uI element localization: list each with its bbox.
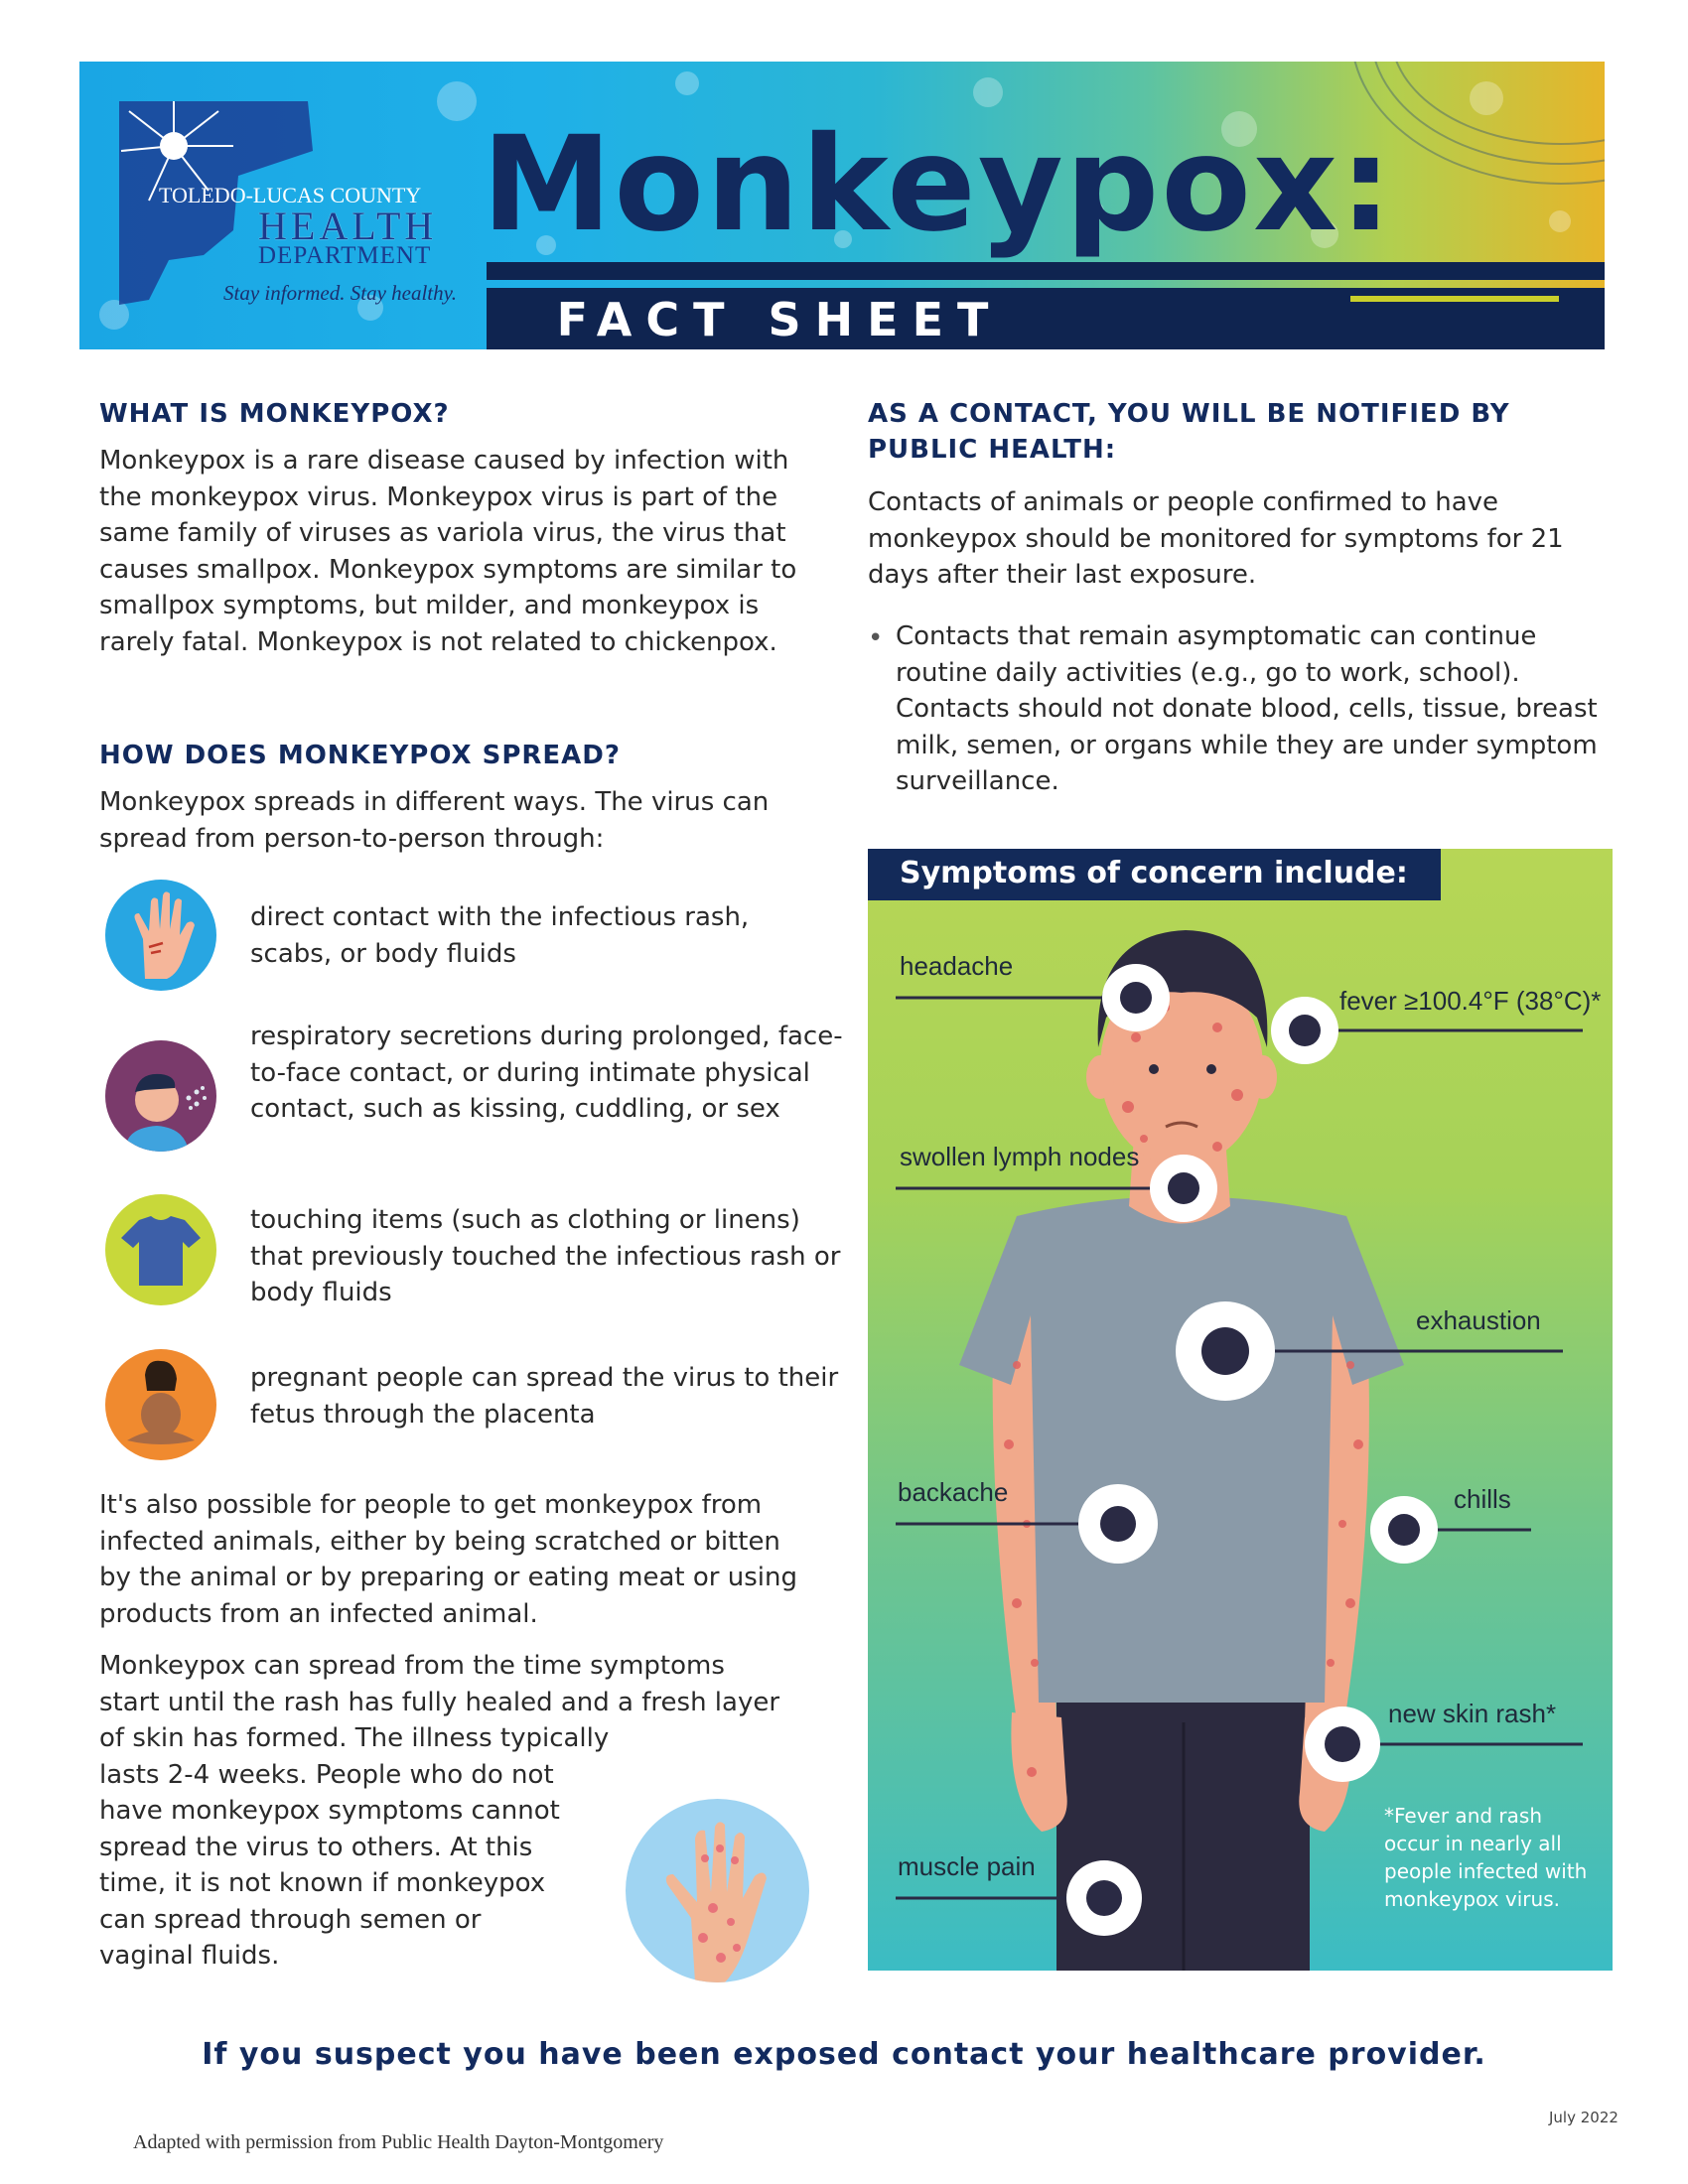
spread-item-1-text: direct contact with the infectious rash, scabs, or body fluids xyxy=(250,902,750,969)
what-is-heading: WHAT IS MONKEYPOX? xyxy=(99,399,450,429)
duration-line: have monkeypox symptoms cannot xyxy=(99,1796,560,1826)
contact-bullet-text: Contacts that remain asymptomatic can continue routine daily activities (e.g., go to work, school). Contacts should not donate blood, cells, tissue, breast milk, semen, or organs while they are under symptom surveillance. xyxy=(896,621,1598,796)
symptoms-title: Symptoms of concern include: xyxy=(900,856,1408,890)
person-coughing-icon xyxy=(105,1040,216,1152)
symptom-label-lymph-nodes: swollen lymph nodes xyxy=(900,1142,1140,1171)
contact-heading-line-2: PUBLIC HEALTH: xyxy=(868,435,1117,465)
publication-date: July 2022 xyxy=(1549,2109,1618,2126)
spread-item-3-text: touching items (such as clothing or linens) that previously touched the infectious rash or body fluids xyxy=(250,1205,841,1307)
symptom-label-backache: backache xyxy=(898,1477,1009,1507)
contact-heading-line-1: AS A CONTACT, YOU WILL BE NOTIFIED BY xyxy=(868,399,1510,429)
rash-hand-illustration-icon xyxy=(626,1799,809,1982)
duration-line: time, it is not known if monkeypox xyxy=(99,1868,546,1898)
attribution-credit: Adapted with permission from Public Health Dayton-Montgomery xyxy=(133,2131,664,2153)
duration-line: start until the rash has fully healed and a fresh layer xyxy=(99,1687,780,1717)
hand-rash-icon xyxy=(105,880,216,991)
spread-intro-paragraph: Monkeypox spreads in different ways. The virus can spread from person-to-person through: xyxy=(99,787,770,854)
duration-line: of skin has formed. The illness typically xyxy=(99,1723,610,1753)
health-department-logo xyxy=(109,91,526,335)
subtitle-top-bar xyxy=(487,262,1605,280)
spread-item-2-text: respiratory secretions during prolonged, face-to-face contact, or during intimate physical contact, such as kissing, cuddling, or sex xyxy=(250,1022,843,1124)
what-is-paragraph: Monkeypox is a rare disease caused by infection with the monkeypox virus. Monkeypox virus is part of the same family of viruses as variola virus, the virus that causes smallpox. Monkeypox symptoms are similar to smallpox symptoms, but milder, and monkeypox is rarely fatal. Monkeypox is not related to chickenpox. xyxy=(99,446,797,657)
pregnant-person-icon xyxy=(105,1349,216,1460)
page-title: Monkeypox: xyxy=(482,108,1394,261)
symptoms-footnote: *Fever and rash occur in nearly all people infected with monkeypox virus. xyxy=(1384,1804,1588,1911)
symptom-label-muscle-pain: muscle pain xyxy=(898,1851,1036,1881)
animals-paragraph: It's also possible for people to get monkeypox from infected animals, either by being scratched or bitten by the animal or by preparing or eating meat or using products from an infected animal. xyxy=(99,1490,797,1629)
page-subtitle: FACT SHEET xyxy=(556,293,1003,346)
header-banner xyxy=(79,62,1605,349)
symptoms-panel xyxy=(868,849,1613,1971)
duration-line: spread the virus to others. At this xyxy=(99,1832,533,1862)
duration-line: can spread through semen or xyxy=(99,1904,482,1935)
symptom-label-rash: new skin rash* xyxy=(1388,1699,1557,1728)
subtitle-accent-line xyxy=(1350,296,1559,302)
spread-item-4-text: pregnant people can spread the virus to their fetus through the placenta xyxy=(250,1363,839,1430)
duration-line: vaginal fluids. xyxy=(99,1941,280,1971)
logo-tagline: Stay informed. Stay healthy. xyxy=(223,281,458,305)
bullet-marker: • xyxy=(868,623,884,653)
symptom-label-chills: chills xyxy=(1454,1484,1511,1514)
spread-heading: HOW DOES MONKEYPOX SPREAD? xyxy=(99,741,621,770)
duration-line: Monkeypox can spread from the time symptoms xyxy=(99,1651,725,1681)
symptom-label-exhaustion: exhaustion xyxy=(1416,1305,1541,1335)
symptom-label-headache: headache xyxy=(900,951,1014,981)
logo-department-text: DEPARTMENT xyxy=(258,242,432,269)
logo-health-text: HEALTH xyxy=(258,204,438,248)
logo-county-text: TOLEDO-LUCAS COUNTY xyxy=(159,183,422,207)
symptom-label-fever: fever ≥100.4°F (38°C)* xyxy=(1339,986,1602,1016)
contact-paragraph: Contacts of animals or people confirmed to have monkeypox should be monitored for symptoms for 21 days after their last exposure. xyxy=(868,487,1564,590)
duration-line: lasts 2-4 weeks. People who do not xyxy=(99,1759,554,1790)
tshirt-icon xyxy=(105,1194,216,1305)
call-to-action: If you suspect you have been exposed contact your healthcare provider. xyxy=(202,2037,1486,2072)
